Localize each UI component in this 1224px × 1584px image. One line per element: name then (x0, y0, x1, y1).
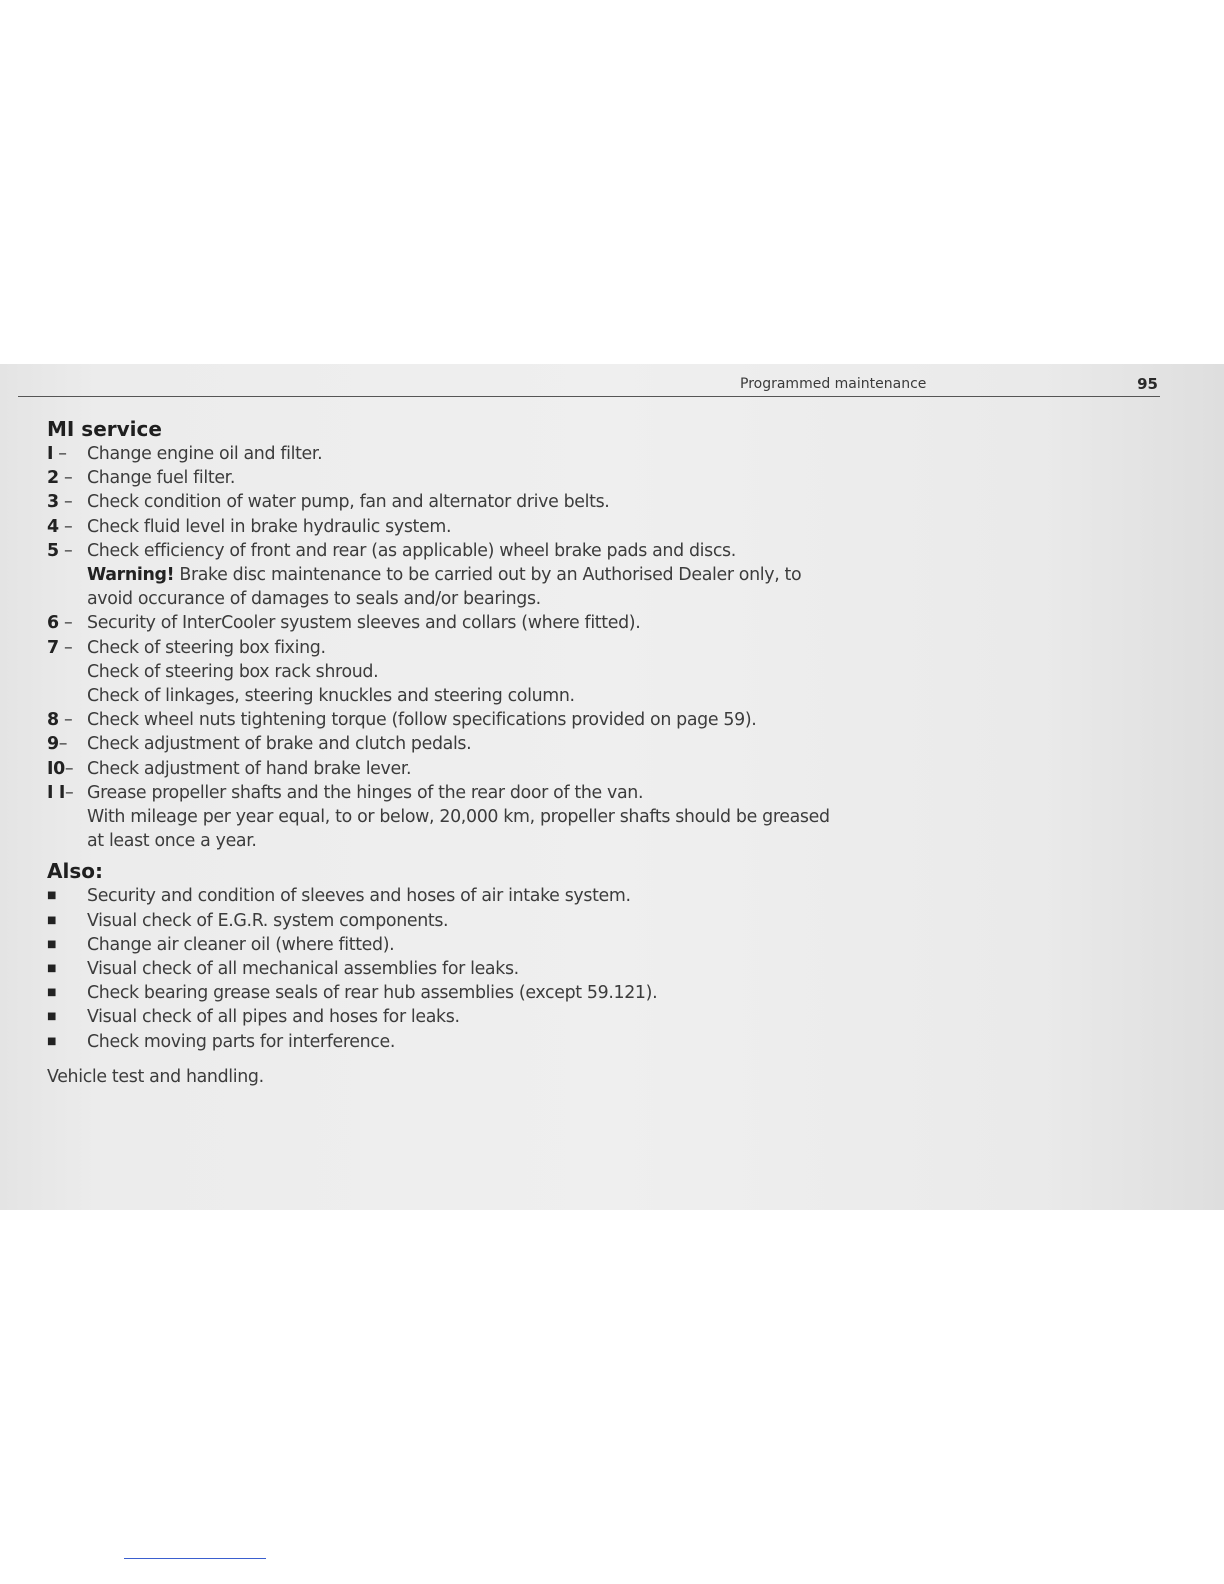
also-item (47, 933, 807, 957)
also-item-text: Visual check of all pipes and hoses for leaks. (87, 1007, 460, 1028)
item-text: at least once a year. (87, 831, 257, 852)
item-number: 2 – (47, 468, 73, 489)
item-text: Check of steering box rack shroud. (87, 661, 379, 682)
item-number: 8 – (47, 710, 73, 731)
bullet-icon: ■ (47, 890, 57, 902)
warning-text: Warning! Brake disc maintenance to be carried out by an Authorised Dealer only, to (87, 565, 802, 586)
item-number: 6 – (47, 613, 73, 634)
also-item-text: Security and condition of sleeves and hoses of air intake system. (87, 886, 631, 907)
item-text: Change fuel filter. (87, 468, 236, 489)
also-item-text: Visual check of E.G.R. system components. (87, 910, 449, 931)
also-item-text: Check bearing grease seals of rear hub assemblies (except 59.121). (87, 983, 658, 1004)
item-number: 3 – (47, 492, 73, 513)
also-list (47, 884, 807, 1053)
item-text: Check efficiency of front and rear (as applicable) wheel brake pads and discs. (87, 540, 736, 561)
service-item (47, 611, 807, 635)
item-text: Check of linkages, steering knuckles and steering column. (87, 686, 575, 707)
service-item (47, 732, 807, 756)
service-item (47, 539, 807, 612)
item-text: With mileage per year equal, to or below, 20,000 km, propeller shafts should be greased (87, 807, 830, 828)
page-content (47, 416, 830, 1089)
bullet-icon: ■ (47, 1011, 57, 1023)
bullet-icon: ■ (47, 987, 57, 999)
item-text: Change engine oil and filter. (87, 444, 323, 464)
bullet-icon: ■ (47, 938, 57, 950)
item-number: 4 – (47, 516, 73, 537)
warning-text: avoid occurance of damages to seals and/or bearings. (87, 589, 541, 610)
item-number: 7 – (47, 637, 73, 658)
footer-text: Vehicle test and handling. (47, 1066, 264, 1087)
item-text: Check condition of water pump, fan and alternator drive belts. (87, 492, 610, 513)
page-number: 95 (1137, 375, 1158, 393)
item-text: Grease propeller shafts and the hinges of the rear door of the van. (87, 782, 644, 803)
service-item (47, 781, 830, 854)
item-text: Check adjustment of brake and clutch pedals. (87, 734, 472, 755)
bullet-icon: ■ (47, 1035, 57, 1047)
item-text: Check fluid level in brake hydraulic system. (87, 516, 452, 537)
also-item (47, 981, 807, 1005)
item-text: Check wheel nuts tightening torque (follow specifications provided on page 59). (87, 710, 757, 731)
item-number: I – (47, 444, 67, 464)
also-item-text: Check moving parts for interference. (87, 1031, 396, 1052)
service-item (47, 442, 807, 466)
also-item-text: Change air cleaner oil (where fitted). (87, 934, 395, 955)
also-item (47, 1030, 807, 1054)
section-title: MI service (47, 417, 162, 441)
item-number: I0– (47, 758, 74, 779)
item-text: Check adjustment of hand brake lever. (87, 758, 412, 779)
also-item (47, 884, 807, 908)
also-item (47, 1005, 807, 1029)
item-text: Security of InterCooler syustem sleeves and collars (where fitted). (87, 613, 641, 634)
also-title: Also: (47, 859, 103, 884)
also-item (47, 909, 807, 933)
page-header (18, 375, 1160, 397)
service-item (47, 636, 807, 709)
item-number: 5 – (47, 540, 73, 561)
header-title: Programmed maintenance (740, 376, 927, 392)
bottom-rule (124, 1558, 266, 1559)
bullet-icon: ■ (47, 914, 57, 926)
service-item-list (47, 442, 830, 853)
service-item (47, 466, 807, 490)
warning-label: Warning! (87, 565, 175, 586)
also-item-text: Visual check of all mechanical assemblies for leaks. (87, 959, 519, 980)
also-item (47, 957, 807, 981)
item-text: Check of steering box fixing. (87, 637, 326, 658)
item-number: I I– (47, 782, 74, 803)
item-number: 9– (47, 734, 68, 755)
service-item (47, 708, 807, 732)
scanned-page (0, 364, 1224, 1210)
service-item (47, 757, 807, 781)
bullet-icon: ■ (47, 963, 57, 975)
service-item (47, 490, 807, 514)
service-item (47, 515, 807, 539)
